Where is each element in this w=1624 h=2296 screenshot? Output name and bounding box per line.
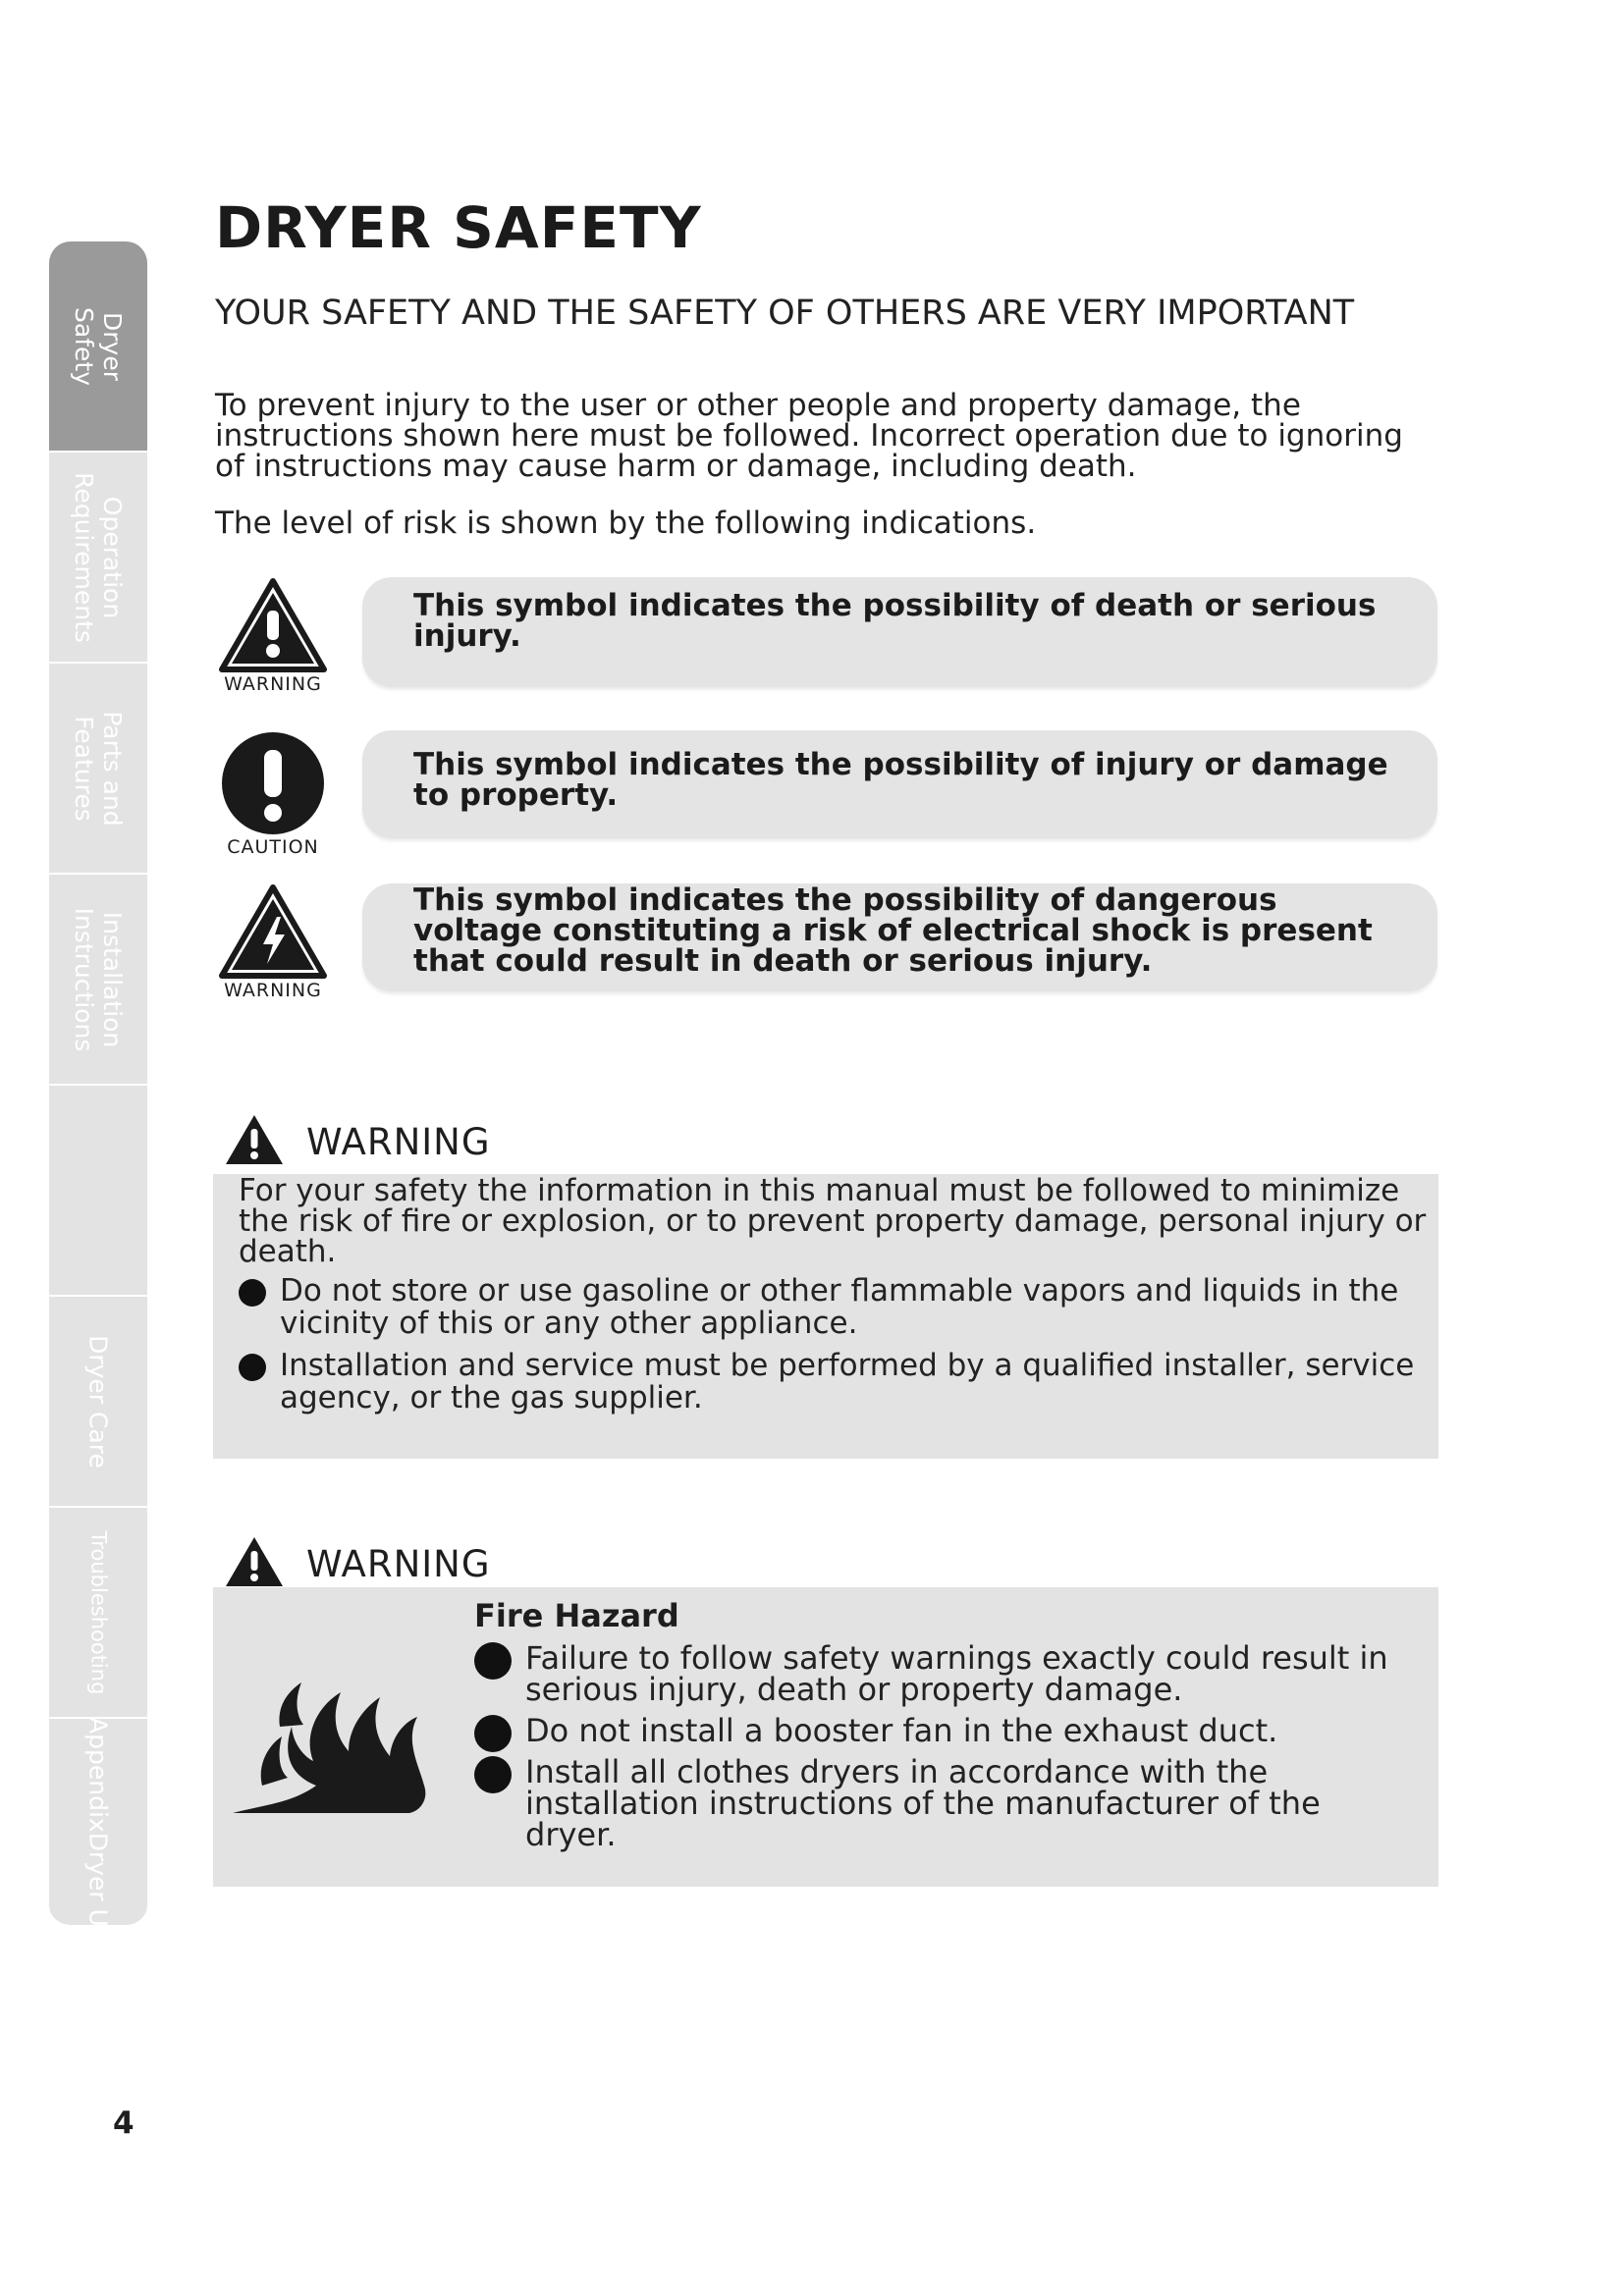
- symbol-caption: WARNING: [224, 980, 322, 1001]
- bullet-dot-icon: [239, 1354, 266, 1381]
- fire-bullet: [474, 1712, 1397, 1749]
- tab-label: Installation Instructions: [70, 907, 127, 1051]
- bullet-text: Do not install a booster fan in the exhaust duct.: [525, 1712, 1278, 1749]
- warning-label: WARNING: [306, 1120, 491, 1163]
- fire-icon: [223, 1668, 439, 1819]
- tab-label: Operation Requirements: [70, 471, 127, 643]
- symbol-description: This symbol indicates the possibility of death or serious injury.: [362, 577, 1437, 687]
- symbol-caption: WARNING: [224, 673, 322, 695]
- bullet-dot-icon: [474, 1756, 512, 1793]
- tab-operation-requirements[interactable]: [49, 453, 147, 664]
- warning-triangle-icon: [224, 1535, 285, 1592]
- bullet-text: Do not store or use gasoline or other flammable vapors and liquids in the vicinity of this or any other appliance.: [280, 1273, 1399, 1341]
- intro-paragraph: To prevent injury to the user or other people and property damage, the instructions shown here must be followed. Incorrect operation due to ignoring of instructions may cause harm or damage, including death.: [215, 388, 1403, 484]
- warning-intro: For your safety the information in this manual must be followed to minimize the risk of fire or explosion, or to prevent property damage, personal injury or death.: [239, 1173, 1427, 1269]
- fire-hazard-title: Fire Hazard: [474, 1597, 679, 1634]
- tab-blank[interactable]: [49, 1086, 147, 1297]
- bullet-dot-icon: [474, 1715, 512, 1752]
- warning-box-fire-hazard: [213, 1587, 1438, 1887]
- tab-label: Troubleshooting: [86, 1530, 111, 1694]
- tab-dryer-care[interactable]: [49, 1297, 147, 1508]
- tab-label: Dryer Safety: [70, 306, 127, 386]
- warning-label: WARNING: [306, 1542, 491, 1585]
- tab-label: AppendixDryer U: [83, 1717, 113, 1927]
- warning-bullet: [225, 1275, 1427, 1340]
- tab-label: Dryer Care: [83, 1334, 113, 1468]
- risk-intro: The level of risk is shown by the following indications.: [215, 506, 1037, 541]
- electric-shock-triangle-icon: [215, 883, 331, 1001]
- warning-bullet: [225, 1350, 1427, 1415]
- symbol-caption: CAUTION: [227, 836, 319, 858]
- tab-parts-and-features[interactable]: [49, 664, 147, 875]
- symbol-description: This symbol indicates the possibility of dangerous voltage constituting a risk of electrical shock is present that could result in death or serious injury.: [362, 883, 1437, 991]
- bullet-dot-icon: [239, 1279, 266, 1307]
- warning-triangle-icon: [215, 577, 331, 695]
- symbol-description: This symbol indicates the possibility of injury or damage to property.: [362, 730, 1437, 838]
- caution-circle-icon: [215, 730, 331, 858]
- fire-hazard-list: [474, 1597, 1397, 1860]
- fire-bullet: [474, 1753, 1397, 1853]
- tab-appendix[interactable]: [49, 1719, 147, 1927]
- tab-label: Parts and Features: [70, 710, 127, 827]
- bullet-text: Install all clothes dryers in accordance with the installation instructions of the manufacturer of the dryer.: [525, 1753, 1321, 1853]
- section-tabs: [49, 241, 147, 1927]
- warning-box-general: [213, 1174, 1438, 1459]
- fire-bullet: [474, 1639, 1397, 1708]
- symbol-row-warning: [215, 577, 1437, 695]
- page-number: 4: [113, 2106, 135, 2141]
- tab-installation-instructions[interactable]: [49, 875, 147, 1086]
- tab-dryer-safety[interactable]: [49, 241, 147, 453]
- warning-heading: [224, 1535, 491, 1592]
- bullet-text: Failure to follow safety warnings exactly could result in serious injury, death or property damage.: [525, 1639, 1388, 1708]
- bullet-dot-icon: [474, 1642, 512, 1680]
- tab-troubleshooting[interactable]: [49, 1508, 147, 1719]
- bullet-text: Installation and service must be performed by a qualified installer, service agency, or the gas supplier.: [280, 1348, 1415, 1415]
- symbol-row-electric: [215, 883, 1437, 1001]
- page-title: DRYER SAFETY: [215, 194, 702, 261]
- warning-triangle-icon: [224, 1113, 285, 1170]
- warning-heading: [224, 1113, 491, 1170]
- symbol-row-caution: [215, 730, 1437, 858]
- page-subtitle: YOUR SAFETY AND THE SAFETY OF OTHERS ARE VERY IMPORTANT: [215, 294, 1355, 333]
